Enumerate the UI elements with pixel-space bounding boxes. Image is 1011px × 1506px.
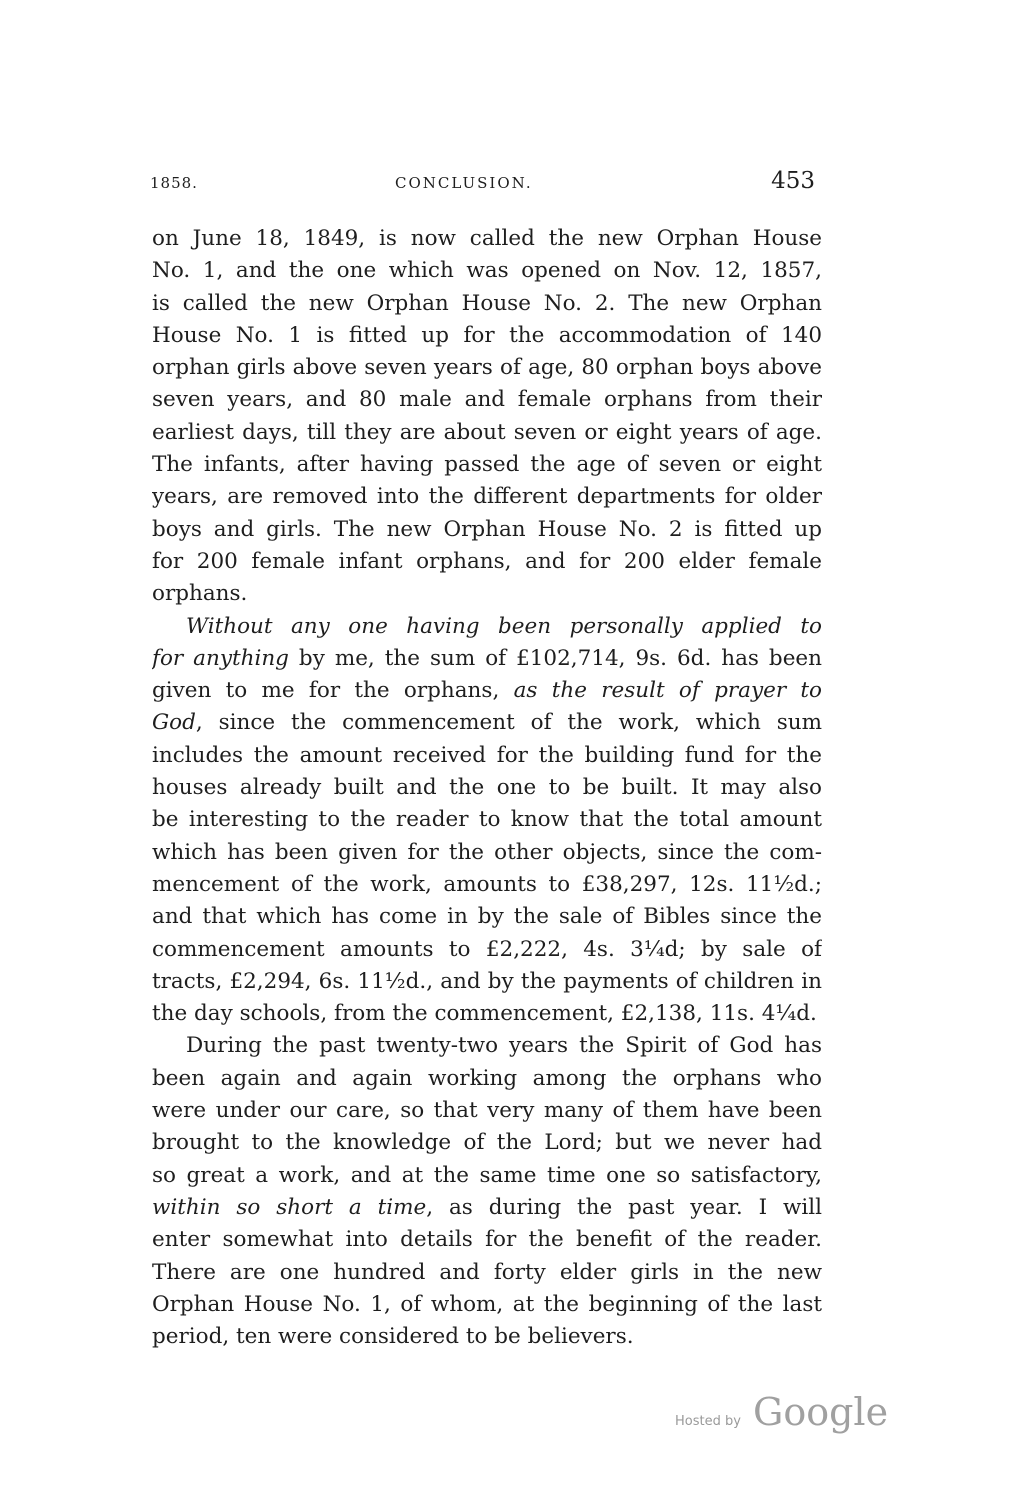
text-line: enter somewhat into details for the benefit of the reader. [152,1227,822,1253]
text-line: so great a work, and at the same time one so satisfactory, [152,1162,822,1188]
hosted-by-label: Hosted by [675,1414,741,1429]
text-line: houses already built and the one to be built. It may also [152,775,822,801]
text-line: years, are removed into the different departments for older [152,484,822,510]
text-line: for 200 female infant orphans, and for 200 elder female [152,548,822,574]
text-line: commencement amounts to £2,222, 4s. 3¼d; by sale of [152,936,822,962]
text-line: includes the amount received for the building fund for the [152,742,822,768]
text-line: No. 1, and the one which was opened on Nov. 12, 1857, [152,258,822,284]
text-line: God, since the commencement of the work, which sum [152,710,822,736]
paragraph-1 [152,223,822,611]
text-line: period, ten were considered to be believers. [152,1324,634,1350]
text-line: orphans. [152,581,248,607]
text-line: earliest days, till they are about seven or eight years of age. [152,419,822,445]
text-line: which has been given for the other objects, since the com- [152,839,822,865]
text-line: been again and again working among the orphans who [152,1065,822,1091]
text-line [152,611,822,643]
italic-phrase: God [152,710,196,736]
text-line: orphan girls above seven years of age, 80 orphan boys above [152,355,822,381]
text-line: were under our care, so that very many of them have been [152,1098,822,1124]
text-line: There are one hundred and forty elder girls in the new [152,1259,822,1285]
text-line: on June 18, 1849, is now called the new Orphan House [152,226,822,251]
text-line: The infants, after having passed the age of seven or eight [152,452,822,478]
text-line: within so short a time, as during the past year. I will [152,1194,822,1220]
body-text [152,223,822,1353]
italic-phrase: as the result of prayer to [513,678,822,704]
running-header [150,168,815,198]
text-line: mencement of the work, amounts to £38,297, 12s. 11½d.; [152,871,822,897]
header-title: CONCLUSION. [395,174,533,192]
google-logo: Google [753,1390,889,1434]
text-line: be interesting to the reader to know that the total amount [152,807,822,833]
text-line: tracts, £2,294, 6s. 11½d., and by the payments of children in [152,968,822,994]
paragraph-3 [152,1030,822,1353]
italic-phrase: Without any one having been personally applied to [186,613,822,639]
page-number: 453 [771,168,815,194]
text-line: House No. 1 is fitted up for the accommodation of 140 [152,322,822,348]
text-line: seven years, and 80 male and female orphans from their [152,387,822,413]
header-year: 1858. [150,174,198,192]
text-line: brought to the knowledge of the Lord; but we never had [152,1130,822,1156]
text-line: During the past twenty-two years the Spirit of God has [186,1033,822,1059]
italic-phrase: for anything [152,645,289,671]
hosted-by-google-watermark [675,1390,889,1440]
paragraph-2 [152,611,822,1031]
text-line: the day schools, from the commencement, £2,138, 11s. 4¼d. [152,1001,817,1027]
italic-phrase: within so short a time [152,1194,427,1220]
text-line: Orphan House No. 1, of whom, at the beginning of the last [152,1291,822,1317]
text-line: is called the new Orphan House No. 2. The new Orphan [152,290,822,316]
text-line: boys and girls. The new Orphan House No. 2 is fitted up [152,516,822,542]
text-line: and that which has come in by the sale of Bibles since the [152,904,822,930]
text-line: given to me for the orphans, as the result of prayer to [152,678,822,704]
text-line: for anything by me, the sum of £102,714, 9s. 6d. has been [152,645,822,671]
